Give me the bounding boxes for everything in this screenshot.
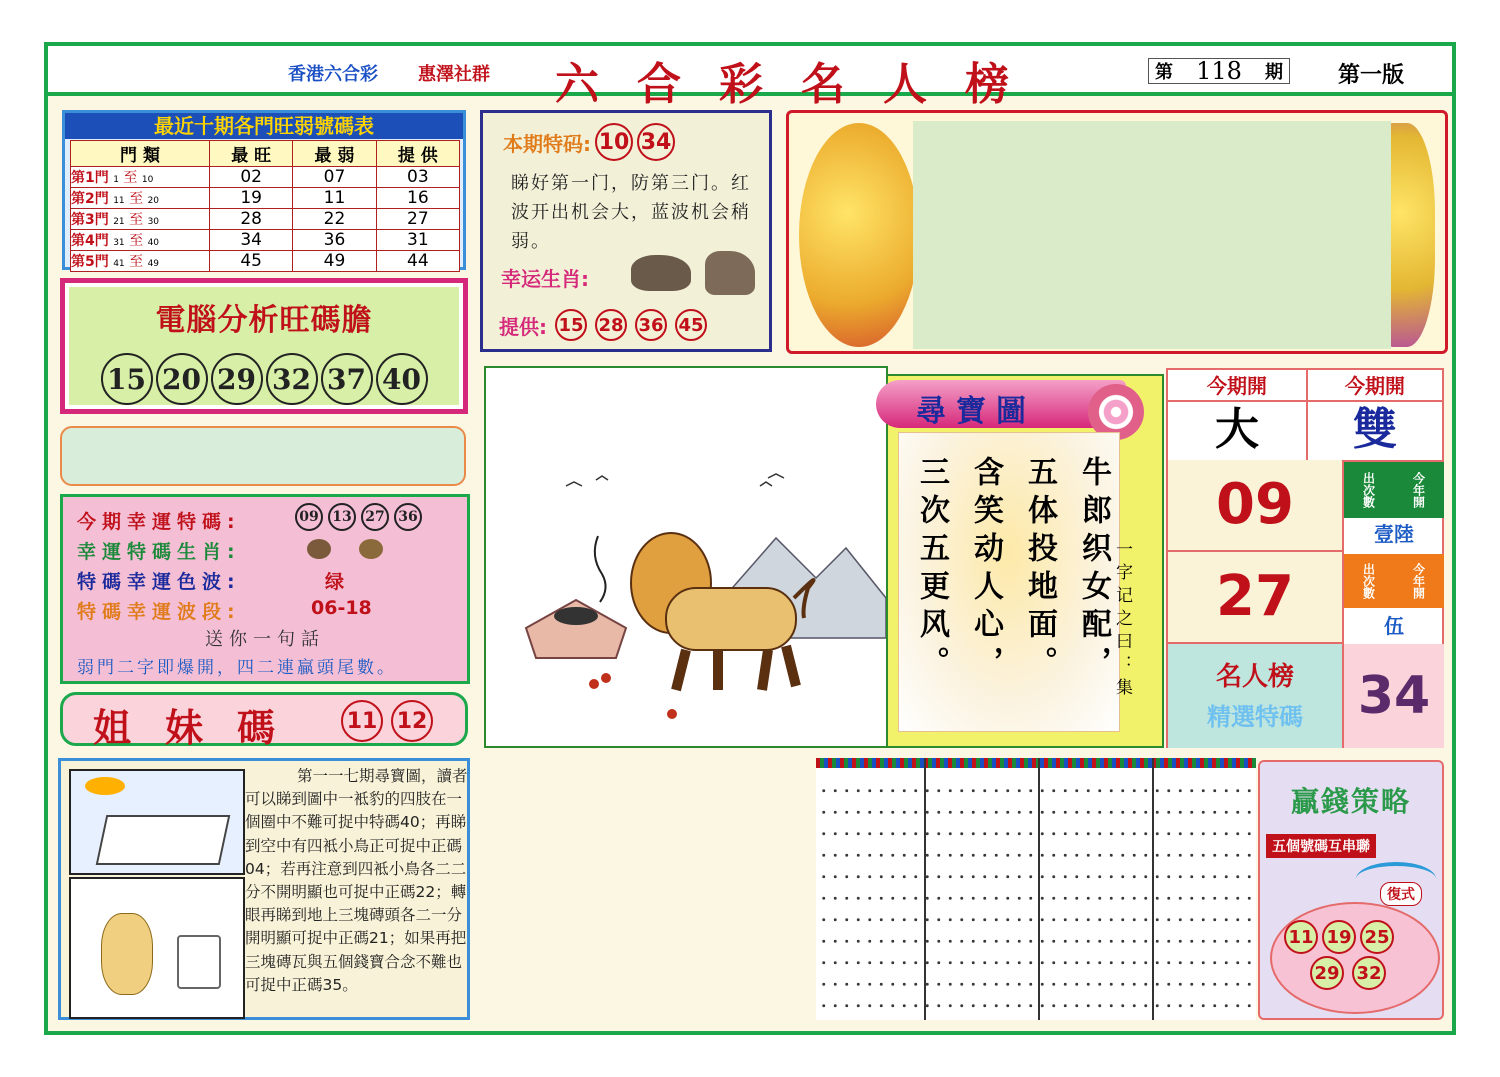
- offer-cell: 03: [376, 167, 459, 188]
- treasure-text-panel: [58, 758, 470, 1020]
- computer-analysis-numbers: [65, 353, 463, 405]
- lucky-row-label: 特碼幸運波段:: [77, 601, 241, 623]
- min-cell: 11: [293, 188, 376, 209]
- issue-box: [1148, 58, 1290, 84]
- reading-illustration: [69, 769, 245, 875]
- special-tip-text: 睇好第一门，防第三门。红波开出机会大，蓝波机会稍弱。: [511, 173, 751, 252]
- empty-banner: [60, 426, 466, 486]
- lucky-ball: 09: [295, 503, 323, 531]
- count-value: 壹陸: [1374, 522, 1414, 546]
- table-row: [71, 188, 460, 209]
- offer-ball: 36: [635, 309, 667, 341]
- strategy-ellipse: [1270, 902, 1440, 1014]
- header-label-community: 惠澤社群: [418, 64, 490, 85]
- dragon-left-icon: [799, 123, 919, 347]
- poem-column: 三次五更风。: [914, 456, 949, 684]
- number-ball: 20: [156, 353, 208, 405]
- result-header: 今期開: [1168, 370, 1308, 402]
- title-char: 人: [883, 59, 927, 110]
- grid-divider: [1152, 758, 1154, 1020]
- special-code-panel: [480, 110, 772, 352]
- strength-table-title: 最近十期各門旺弱號碼表: [65, 113, 463, 139]
- parity-result: 雙: [1306, 400, 1444, 462]
- zodiac-label: 幸运生肖:: [501, 267, 589, 291]
- treasure-map-panel: [886, 374, 1164, 748]
- offer-cell: 27: [376, 209, 459, 230]
- offer-cell: 31: [376, 230, 459, 251]
- title-char: 名: [801, 59, 845, 110]
- strategy-ball: 32: [1352, 956, 1386, 990]
- treasure-explanation: 第一一七期尋寶圖，讀者可以睇到圖中一袛豹的四肢在一個圈中不難可捉中特碼40；再睇到空中有四袛小鳥正可捉中正碼04；若再注意到四袛小鳥各二二分不開明顯也可捉中正碼22；轉眼再睇到地上三塊磚頭各二一分開明顯可捉中正碼21；如果再把三塊磚瓦與五個錢寶合念不難也可捉中正碼35。: [245, 767, 468, 994]
- lucky-color-value: 绿: [325, 571, 345, 593]
- phrase-title: 送你一句話: [205, 629, 325, 650]
- offer-ball: 15: [555, 309, 587, 341]
- sister-code-title: 姐妹碼: [93, 706, 310, 750]
- count-value: 伍: [1384, 614, 1404, 638]
- celebrity-box: [1168, 644, 1344, 748]
- computer-analysis-panel: [60, 278, 468, 414]
- flower-icon: [85, 777, 125, 795]
- title-char: 合: [637, 59, 681, 110]
- title-char: 彩: [719, 59, 763, 110]
- grid-divider: [924, 758, 926, 1020]
- strategy-title: 贏錢策略: [1290, 785, 1411, 818]
- offer-ball: 28: [595, 309, 627, 341]
- treasure-map-title: 尋寶圖: [916, 394, 1036, 429]
- door-cell: 第4門 31 至 40: [71, 230, 210, 251]
- special-ball: 34: [637, 123, 675, 161]
- dragon-poster: [786, 110, 1448, 354]
- header-label-lottery: 香港六合彩: [288, 64, 378, 85]
- table-row: [71, 230, 460, 251]
- strategy-label: 五個號碼互串聯: [1266, 834, 1376, 858]
- offer-ball: 45: [675, 309, 707, 341]
- dot-trend-grid: [816, 758, 1256, 1020]
- lucky-panel: [60, 494, 470, 684]
- celebrity-subtitle: 精選特碼: [1207, 703, 1303, 731]
- max-cell: 02: [210, 167, 293, 188]
- table-row: [71, 209, 460, 230]
- number-ball: 29: [211, 353, 263, 405]
- door-cell: 第3門 21 至 30: [71, 209, 210, 230]
- col-header: 門 類: [71, 141, 210, 167]
- count-label: 今年開: [1411, 472, 1426, 508]
- result-number: 09: [1168, 460, 1344, 552]
- lucky-range-value: 06-18: [311, 597, 372, 619]
- max-cell: 19: [210, 188, 293, 209]
- number-ball: 37: [321, 353, 373, 405]
- poem-column: 牛郎织女配，: [1076, 456, 1111, 684]
- result-number: 27: [1168, 552, 1344, 644]
- issue-number: 118: [1196, 57, 1242, 85]
- offer-label: 提供:: [499, 314, 547, 339]
- count-label-box: [1344, 462, 1444, 518]
- zodiac-icon-2: [359, 539, 383, 559]
- number-ball: 40: [376, 353, 428, 405]
- max-cell: 34: [210, 230, 293, 251]
- min-cell: 49: [293, 251, 376, 272]
- edition-label: 第一版: [1338, 63, 1405, 88]
- book-icon: [96, 815, 231, 865]
- celebrity-number: 34: [1344, 644, 1444, 748]
- zodiac-icon-1: [307, 539, 331, 559]
- special-code-label: 本期特码:: [503, 131, 591, 156]
- dot-matrix: [818, 780, 1254, 1020]
- lucky-row-label: 特碼幸運色波:: [77, 571, 241, 593]
- strategy-ball: 29: [1310, 956, 1344, 990]
- celebrity-title: 名人榜: [1215, 662, 1294, 692]
- poem-side-note: 一字记之曰：集: [1112, 540, 1132, 701]
- poster-blank-area: [913, 121, 1391, 349]
- door-cell: 第5門 41 至 49: [71, 251, 210, 272]
- phrase-text: 弱門二字即爆開，四二連贏頭尾數。: [77, 658, 397, 678]
- door-cell: 第1門 1 至 10: [71, 167, 210, 188]
- col-header: 最 旺: [210, 141, 293, 167]
- grid-divider: [1038, 758, 1040, 1020]
- poem-column: 五体投地面。: [1022, 456, 1057, 684]
- strength-table: [70, 140, 460, 272]
- sister-code-panel: [60, 692, 468, 750]
- table-row: [71, 251, 460, 272]
- min-cell: 22: [293, 209, 376, 230]
- lucky-row-label: 今期幸運特碼:: [77, 511, 241, 533]
- min-cell: 36: [293, 230, 376, 251]
- count-label: 出次數: [1361, 563, 1376, 599]
- number-ball: 32: [266, 353, 318, 405]
- lion-illustration: [484, 366, 888, 748]
- boar-icon: [631, 255, 691, 291]
- size-result: 大: [1168, 400, 1308, 462]
- count-label: 今年開: [1411, 563, 1426, 599]
- issue-suffix: 期: [1265, 62, 1283, 83]
- max-cell: 28: [210, 209, 293, 230]
- sister-ball: 11: [341, 700, 383, 742]
- table-row: [71, 167, 460, 188]
- result-panel: [1166, 368, 1444, 748]
- strategy-panel: [1258, 760, 1444, 1020]
- number-ball: 15: [101, 353, 153, 405]
- lion-drawing: [486, 368, 886, 746]
- header-title: [555, 48, 1009, 112]
- computer-analysis-title: 電腦分析旺碼膽: [155, 303, 373, 338]
- lucky-ball: 36: [394, 503, 422, 531]
- count-label: 出次數: [1361, 472, 1376, 508]
- door-cell: 第2門 11 至 20: [71, 188, 210, 209]
- poem-columns: [914, 456, 1110, 684]
- strategy-ball: 19: [1322, 920, 1356, 954]
- offer-cell: 44: [376, 251, 459, 272]
- leopard-icon: [101, 913, 153, 995]
- title-char: 榜: [965, 59, 1009, 110]
- special-ball: 10: [595, 123, 633, 161]
- col-header: 最 弱: [293, 141, 376, 167]
- strategy-ball: 11: [1284, 920, 1318, 954]
- well-icon: [177, 935, 221, 989]
- offer-cell: 16: [376, 188, 459, 209]
- result-header: 今期開: [1306, 370, 1444, 402]
- color-bar: [816, 758, 1256, 768]
- title-char: 六: [555, 59, 599, 110]
- sister-ball: 12: [391, 700, 433, 742]
- lucky-ball: 27: [361, 503, 389, 531]
- col-header: 提 供: [376, 141, 459, 167]
- count-label-box: [1344, 554, 1444, 608]
- strength-table-panel: [62, 110, 466, 270]
- lucky-row-label: 幸運特碼生肖:: [77, 541, 241, 563]
- wolf-icon: [705, 251, 755, 295]
- issue-prefix: 第: [1155, 62, 1173, 83]
- lucky-ball: 13: [328, 503, 356, 531]
- min-cell: 07: [293, 167, 376, 188]
- strategy-sub-label: 復式: [1380, 882, 1422, 906]
- strategy-ball: 25: [1360, 920, 1394, 954]
- leopard-illustration: [69, 877, 245, 1019]
- max-cell: 45: [210, 251, 293, 272]
- poem-column: 含笑动人心，: [968, 456, 1003, 684]
